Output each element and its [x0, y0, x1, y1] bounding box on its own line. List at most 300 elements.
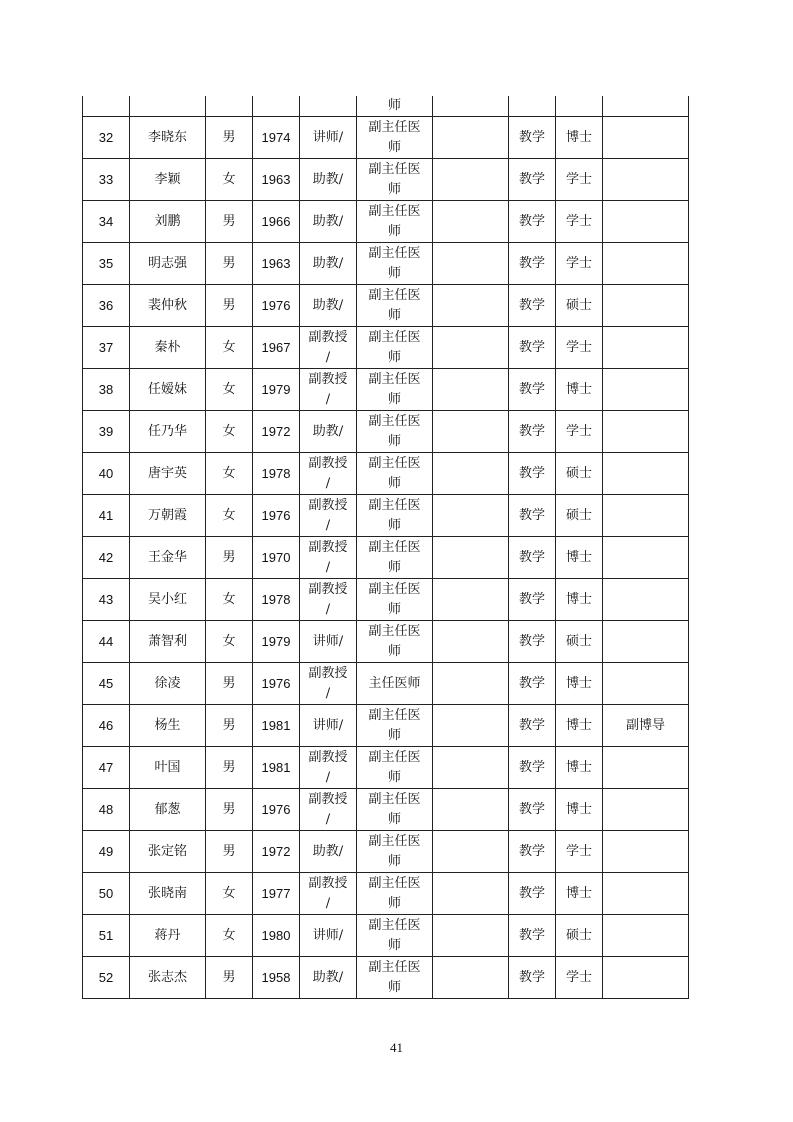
cell-gender: 男	[206, 957, 253, 999]
table-row	[83, 705, 689, 747]
cell-post-type: 教学	[509, 201, 556, 243]
cell-remark	[603, 453, 689, 495]
cell-blank-field	[433, 621, 509, 663]
table-row	[83, 243, 689, 285]
cell-line: 副主任医	[368, 917, 421, 933]
cell-remark	[603, 327, 689, 369]
cell-remark	[603, 411, 689, 453]
cell-line: 师	[387, 979, 401, 995]
cell-degree: 博士	[556, 663, 603, 705]
cell-blank-field	[433, 453, 509, 495]
cell-teaching-title	[300, 117, 357, 159]
cell-line: 助教/	[312, 297, 344, 313]
cell-gender: 男	[206, 831, 253, 873]
cell-name: 杨生	[130, 705, 206, 747]
cell-blank-field	[433, 915, 509, 957]
cell-serial-number: 32	[83, 117, 130, 159]
cell-line: 副主任医	[368, 791, 421, 807]
cell-clinical-title	[357, 453, 433, 495]
cell-line: 助教/	[312, 213, 344, 229]
cell-line: 师	[387, 475, 401, 491]
cell-name: 唐宇英	[130, 453, 206, 495]
cell-remark	[603, 285, 689, 327]
cell-clinical-title	[357, 327, 433, 369]
cell-line: 主任医师	[368, 675, 421, 691]
cell-degree: 学士	[556, 159, 603, 201]
cell-line: 副主任医	[368, 119, 421, 135]
cell-teaching-title	[300, 369, 357, 411]
cell-serial-number: 33	[83, 159, 130, 201]
cell-post-type: 教学	[509, 579, 556, 621]
cell-post-type: 教学	[509, 747, 556, 789]
cell-name: 萧智利	[130, 621, 206, 663]
cell-gender: 男	[206, 663, 253, 705]
cell-line: 师	[387, 895, 401, 911]
cell-line: /	[325, 475, 331, 491]
cell-serial-number: 51	[83, 915, 130, 957]
cell-remark	[603, 369, 689, 411]
cell-remark	[603, 915, 689, 957]
cell-line: /	[325, 601, 331, 617]
cell-name: 秦朴	[130, 327, 206, 369]
cell-birth-year: 1972	[253, 411, 300, 453]
table-row	[83, 621, 689, 663]
cell-serial-number: 38	[83, 369, 130, 411]
cell-gender: 女	[206, 915, 253, 957]
cell-gender: 男	[206, 537, 253, 579]
cell-degree: 博士	[556, 537, 603, 579]
cell-line: 副教授	[308, 581, 348, 597]
cell-blank-field	[433, 663, 509, 705]
cell-teaching-title	[300, 789, 357, 831]
cell-post-type	[509, 96, 556, 117]
cell-line: 副主任医	[368, 623, 421, 639]
cell-post-type: 教学	[509, 159, 556, 201]
cell-teaching-title	[300, 96, 357, 117]
cell-clinical-title	[357, 537, 433, 579]
cell-clinical-title	[357, 117, 433, 159]
cell-degree	[556, 96, 603, 117]
cell-post-type: 教学	[509, 495, 556, 537]
cell-gender: 女	[206, 369, 253, 411]
cell-serial-number: 48	[83, 789, 130, 831]
cell-gender: 男	[206, 789, 253, 831]
cell-serial-number: 37	[83, 327, 130, 369]
cell-teaching-title	[300, 453, 357, 495]
cell-name: 明志强	[130, 243, 206, 285]
cell-birth-year: 1958	[253, 957, 300, 999]
cell-remark	[603, 537, 689, 579]
cell-line: 副教授	[308, 497, 348, 513]
cell-line: 助教/	[312, 423, 344, 439]
cell-line: /	[325, 769, 331, 785]
cell-line: 师	[387, 349, 401, 365]
cell-remark	[603, 243, 689, 285]
cell-serial-number: 49	[83, 831, 130, 873]
cell-line: 师	[387, 853, 401, 869]
cell-remark	[603, 873, 689, 915]
cell-degree: 博士	[556, 369, 603, 411]
cell-serial-number: 40	[83, 453, 130, 495]
cell-gender: 女	[206, 579, 253, 621]
cell-line: 副主任医	[368, 539, 421, 555]
cell-serial-number: 35	[83, 243, 130, 285]
cell-teaching-title	[300, 537, 357, 579]
cell-degree: 硕士	[556, 453, 603, 495]
cell-post-type: 教学	[509, 873, 556, 915]
cell-line: 副主任医	[368, 707, 421, 723]
cell-gender: 女	[206, 411, 253, 453]
cell-birth-year: 1981	[253, 705, 300, 747]
cell-post-type: 教学	[509, 537, 556, 579]
cell-birth-year: 1981	[253, 747, 300, 789]
staff-table-body	[83, 96, 689, 999]
cell-name: 万朝霞	[130, 495, 206, 537]
cell-name: 任嫒妹	[130, 369, 206, 411]
cell-line: 讲师/	[312, 633, 344, 649]
cell-line: 副主任医	[368, 371, 421, 387]
cell-birth-year: 1967	[253, 327, 300, 369]
cell-line: 副教授	[308, 329, 348, 345]
cell-remark	[603, 747, 689, 789]
cell-remark	[603, 831, 689, 873]
table-row	[83, 831, 689, 873]
cell-serial-number: 45	[83, 663, 130, 705]
table-row	[83, 789, 689, 831]
cell-serial-number: 44	[83, 621, 130, 663]
cell-serial-number: 46	[83, 705, 130, 747]
cell-teaching-title	[300, 831, 357, 873]
cell-line: 师	[387, 937, 401, 953]
cell-line: 师	[387, 265, 401, 281]
cell-clinical-title	[357, 621, 433, 663]
cell-teaching-title	[300, 705, 357, 747]
cell-line: 师	[387, 307, 401, 323]
cell-line: 师	[387, 433, 401, 449]
cell-blank-field	[433, 579, 509, 621]
cell-blank-field	[433, 159, 509, 201]
table-row	[83, 747, 689, 789]
table-row	[83, 201, 689, 243]
cell-serial-number: 41	[83, 495, 130, 537]
cell-remark	[603, 117, 689, 159]
cell-name: 吴小红	[130, 579, 206, 621]
cell-blank-field	[433, 747, 509, 789]
cell-remark	[603, 579, 689, 621]
cell-teaching-title	[300, 663, 357, 705]
table-row	[83, 369, 689, 411]
cell-birth-year: 1978	[253, 579, 300, 621]
cell-degree: 博士	[556, 705, 603, 747]
table-row	[83, 663, 689, 705]
cell-degree: 博士	[556, 873, 603, 915]
cell-degree: 学士	[556, 327, 603, 369]
cell-blank-field	[433, 789, 509, 831]
cell-teaching-title	[300, 159, 357, 201]
cell-gender: 女	[206, 327, 253, 369]
cell-name: 王金华	[130, 537, 206, 579]
cell-name: 蒋丹	[130, 915, 206, 957]
table-row	[83, 915, 689, 957]
table-row	[83, 159, 689, 201]
cell-line: 副主任医	[368, 413, 421, 429]
cell-clinical-title	[357, 285, 433, 327]
cell-line: /	[325, 391, 331, 407]
cell-birth-year: 1963	[253, 243, 300, 285]
cell-teaching-title	[300, 411, 357, 453]
cell-degree: 博士	[556, 579, 603, 621]
cell-post-type: 教学	[509, 285, 556, 327]
cell-line: 副主任医	[368, 245, 421, 261]
staff-table	[82, 96, 689, 999]
cell-blank-field	[433, 327, 509, 369]
cell-gender: 男	[206, 747, 253, 789]
cell-name: 李晓东	[130, 117, 206, 159]
cell-gender: 女	[206, 495, 253, 537]
table-row	[83, 495, 689, 537]
cell-line: 副主任医	[368, 203, 421, 219]
cell-degree: 学士	[556, 411, 603, 453]
cell-degree: 学士	[556, 957, 603, 999]
cell-birth-year: 1976	[253, 789, 300, 831]
cell-birth-year: 1966	[253, 201, 300, 243]
cell-gender: 男	[206, 243, 253, 285]
cell-line: 副教授	[308, 749, 348, 765]
cell-name: 徐凌	[130, 663, 206, 705]
cell-blank-field	[433, 957, 509, 999]
cell-remark	[603, 663, 689, 705]
cell-line: 副主任医	[368, 959, 421, 975]
cell-name: 李颖	[130, 159, 206, 201]
cell-post-type: 教学	[509, 369, 556, 411]
cell-post-type: 教学	[509, 411, 556, 453]
cell-degree: 博士	[556, 789, 603, 831]
cell-gender: 女	[206, 873, 253, 915]
cell-line: 副主任医	[368, 455, 421, 471]
table-row-continued	[83, 96, 689, 117]
cell-name: 任乃华	[130, 411, 206, 453]
cell-line: 讲师/	[312, 129, 344, 145]
cell-line: 师	[387, 517, 401, 533]
cell-line: 副教授	[308, 539, 348, 555]
cell-teaching-title	[300, 495, 357, 537]
cell-clinical-title	[357, 369, 433, 411]
cell-remark: 副博导	[603, 705, 689, 747]
cell-birth-year: 1980	[253, 915, 300, 957]
cell-gender: 男	[206, 117, 253, 159]
cell-post-type: 教学	[509, 327, 556, 369]
table-row	[83, 285, 689, 327]
cell-clinical-title	[357, 495, 433, 537]
cell-gender: 男	[206, 201, 253, 243]
cell-post-type: 教学	[509, 705, 556, 747]
cell-remark	[603, 159, 689, 201]
table-row	[83, 453, 689, 495]
cell-gender: 女	[206, 453, 253, 495]
cell-degree: 硕士	[556, 915, 603, 957]
cell-line: 副主任医	[368, 287, 421, 303]
cell-name	[130, 96, 206, 117]
cell-post-type: 教学	[509, 663, 556, 705]
cell-post-type: 教学	[509, 831, 556, 873]
cell-line: 师	[387, 727, 401, 743]
cell-clinical-title	[357, 201, 433, 243]
cell-serial-number: 50	[83, 873, 130, 915]
cell-post-type: 教学	[509, 117, 556, 159]
table-row	[83, 327, 689, 369]
cell-line: 副教授	[308, 665, 348, 681]
cell-line: 师	[387, 769, 401, 785]
cell-clinical-title: 师	[357, 96, 433, 117]
cell-clinical-title	[357, 243, 433, 285]
cell-teaching-title	[300, 747, 357, 789]
cell-line: 副主任医	[368, 329, 421, 345]
cell-remark	[603, 201, 689, 243]
cell-blank-field	[433, 369, 509, 411]
cell-line: 师	[387, 391, 401, 407]
cell-gender: 女	[206, 159, 253, 201]
cell-post-type: 教学	[509, 243, 556, 285]
cell-blank-field	[433, 411, 509, 453]
cell-serial-number: 47	[83, 747, 130, 789]
cell-post-type: 教学	[509, 453, 556, 495]
cell-line: /	[325, 517, 331, 533]
cell-line: 助教/	[312, 843, 344, 859]
cell-remark	[603, 957, 689, 999]
cell-line: 助教/	[312, 969, 344, 985]
cell-line: /	[325, 685, 331, 701]
cell-line: 助教/	[312, 255, 344, 271]
cell-remark	[603, 495, 689, 537]
cell-name: 裴仲秋	[130, 285, 206, 327]
cell-teaching-title	[300, 327, 357, 369]
cell-blank-field	[433, 495, 509, 537]
page-number: 41	[390, 1040, 403, 1055]
cell-line: /	[325, 559, 331, 575]
cell-remark	[603, 621, 689, 663]
cell-name: 刘鹏	[130, 201, 206, 243]
cell-degree: 博士	[556, 747, 603, 789]
cell-line: 师	[387, 181, 401, 197]
cell-blank-field	[433, 537, 509, 579]
cell-blank-field	[433, 243, 509, 285]
cell-degree: 硕士	[556, 621, 603, 663]
cell-clinical-title	[357, 915, 433, 957]
cell-line: 讲师/	[312, 927, 344, 943]
cell-clinical-title	[357, 705, 433, 747]
cell-serial-number	[83, 96, 130, 117]
cell-line: 副主任医	[368, 875, 421, 891]
cell-blank-field	[433, 201, 509, 243]
cell-degree: 硕士	[556, 285, 603, 327]
cell-line: 副教授	[308, 875, 348, 891]
cell-clinical-title	[357, 789, 433, 831]
cell-serial-number: 36	[83, 285, 130, 327]
cell-degree: 学士	[556, 831, 603, 873]
cell-clinical-title	[357, 579, 433, 621]
cell-teaching-title	[300, 579, 357, 621]
cell-blank-field	[433, 117, 509, 159]
cell-teaching-title	[300, 285, 357, 327]
cell-line: /	[325, 349, 331, 365]
cell-line: 助教/	[312, 171, 344, 187]
table-row	[83, 957, 689, 999]
cell-birth-year: 1977	[253, 873, 300, 915]
cell-degree: 硕士	[556, 495, 603, 537]
cell-serial-number: 52	[83, 957, 130, 999]
cell-line: 副主任医	[368, 833, 421, 849]
cell-birth-year: 1976	[253, 495, 300, 537]
cell-serial-number: 34	[83, 201, 130, 243]
cell-blank-field	[433, 705, 509, 747]
cell-degree: 学士	[556, 201, 603, 243]
cell-teaching-title	[300, 873, 357, 915]
table-row	[83, 117, 689, 159]
table-row	[83, 873, 689, 915]
cell-remark	[603, 96, 689, 117]
cell-line: 师	[387, 643, 401, 659]
cell-name: 叶国	[130, 747, 206, 789]
cell-name: 张志杰	[130, 957, 206, 999]
cell-degree: 博士	[556, 117, 603, 159]
cell-teaching-title	[300, 621, 357, 663]
cell-line: 副主任医	[368, 161, 421, 177]
cell-birth-year: 1979	[253, 621, 300, 663]
cell-birth-year: 1963	[253, 159, 300, 201]
cell-line: /	[325, 811, 331, 827]
cell-line: 师	[387, 223, 401, 239]
cell-blank-field	[433, 285, 509, 327]
cell-line: /	[325, 895, 331, 911]
cell-line: 师	[387, 559, 401, 575]
cell-teaching-title	[300, 915, 357, 957]
cell-post-type: 教学	[509, 789, 556, 831]
cell-blank-field	[433, 96, 509, 117]
cell-gender: 女	[206, 621, 253, 663]
cell-birth-year: 1974	[253, 117, 300, 159]
cell-birth-year: 1979	[253, 369, 300, 411]
cell-teaching-title	[300, 243, 357, 285]
table-row	[83, 537, 689, 579]
cell-name: 郁葱	[130, 789, 206, 831]
cell-serial-number: 39	[83, 411, 130, 453]
cell-line: 讲师/	[312, 717, 344, 733]
cell-teaching-title	[300, 201, 357, 243]
cell-blank-field	[433, 873, 509, 915]
cell-birth-year: 1976	[253, 663, 300, 705]
cell-birth-year: 1978	[253, 453, 300, 495]
cell-line: 副教授	[308, 791, 348, 807]
cell-line: 师	[387, 811, 401, 827]
cell-clinical-title	[357, 957, 433, 999]
cell-name: 张定铭	[130, 831, 206, 873]
cell-blank-field	[433, 831, 509, 873]
cell-clinical-title	[357, 663, 433, 705]
cell-birth-year: 1976	[253, 285, 300, 327]
cell-teaching-title	[300, 957, 357, 999]
table-row	[83, 411, 689, 453]
cell-line: 副主任医	[368, 497, 421, 513]
cell-gender	[206, 96, 253, 117]
cell-line: 师	[387, 601, 401, 617]
cell-line: 师	[387, 139, 401, 155]
cell-birth-year: 1972	[253, 831, 300, 873]
cell-remark	[603, 789, 689, 831]
cell-line: 副教授	[308, 455, 348, 471]
cell-line: 副教授	[308, 371, 348, 387]
cell-gender: 男	[206, 285, 253, 327]
cell-clinical-title	[357, 873, 433, 915]
